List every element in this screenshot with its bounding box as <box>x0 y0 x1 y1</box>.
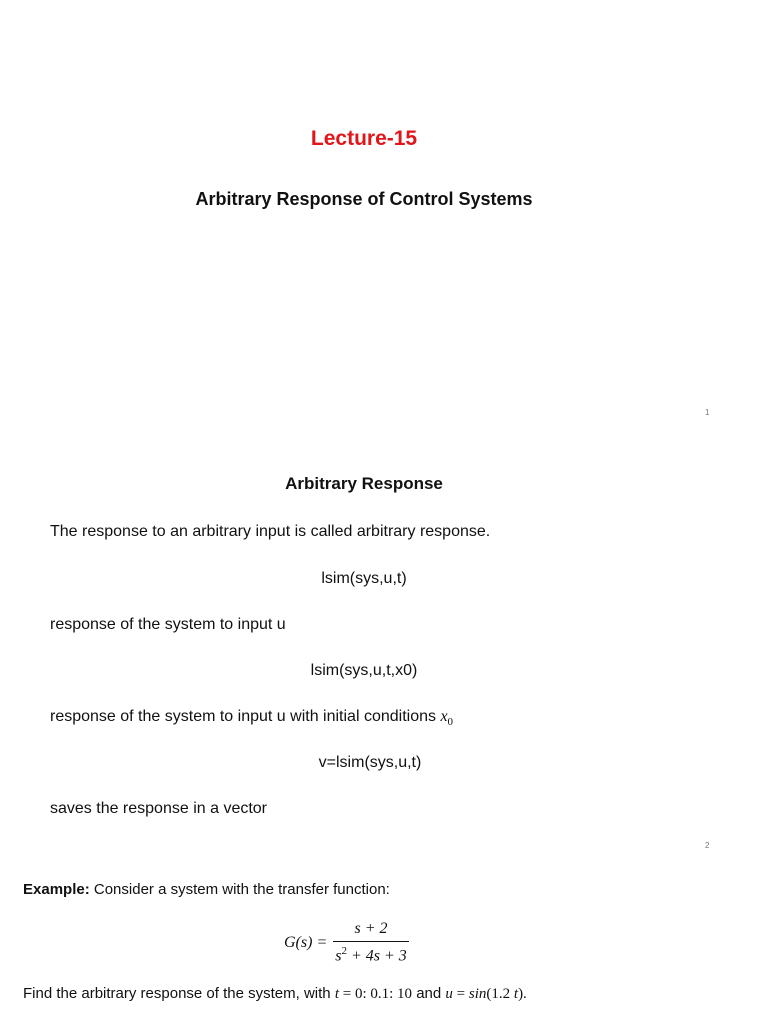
intro-text: The response to an arbitrary input is called arbitrary response. <box>50 523 491 540</box>
command-description-2 <box>50 708 453 728</box>
page-number-1: 1 <box>705 408 710 417</box>
lecture-subtitle: Arbitrary Response of Control Systems <box>195 189 533 209</box>
denominator: $s^2 + 4s + 3$ <box>335 945 407 965</box>
command-lsim-vector: v=lsim(sys,u,t) <box>318 754 422 771</box>
transfer-function-lhs: G(s) = <box>284 933 328 951</box>
section-heading: Arbitrary Response <box>285 474 443 493</box>
example-text: Consider a system with the transfer function: <box>89 881 390 898</box>
numerator: s + 2 <box>354 920 388 937</box>
description-2-text: response of the system to input u with initial conditions <box>50 708 436 725</box>
initial-condition-sub: 0 <box>447 716 454 729</box>
transfer-function-fraction <box>333 920 409 965</box>
command-description-1: response of the system to input u <box>50 616 286 633</box>
transfer-function <box>284 920 409 965</box>
page-number-2: 2 <box>705 841 710 850</box>
initial-condition-var: x <box>440 708 448 725</box>
example-label: Example: <box>23 881 90 898</box>
command-description-3: saves the response in a vector <box>50 800 268 817</box>
example-statement <box>23 881 390 898</box>
problem-statement: Find the arbitrary response of the system, with t = 0: 0.1: 10 and u = sin(1.2 t). <box>23 985 527 1002</box>
lecture-title: Lecture-15 <box>310 127 418 150</box>
command-lsim-initial: lsim(sys,u,t,x0) <box>310 662 418 679</box>
command-lsim-basic: lsim(sys,u,t) <box>321 570 407 587</box>
